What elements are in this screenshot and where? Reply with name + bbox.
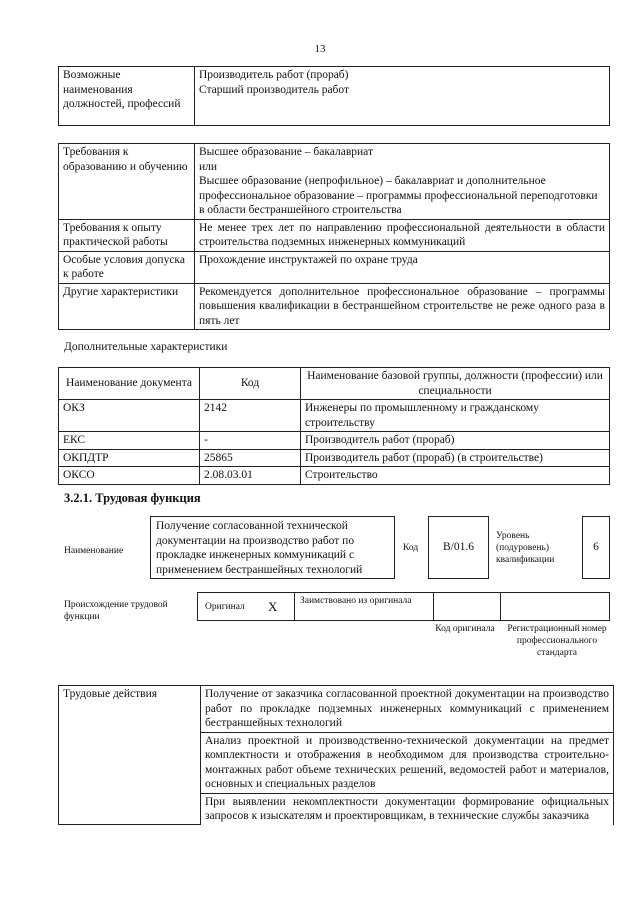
reg-number-caption: Регистрационный номер профессионального стандарта <box>507 624 607 658</box>
table-row <box>59 432 610 450</box>
additional-cell-name: Инженеры по промышленному и гражданскому строительству <box>301 400 610 432</box>
additional-cell-code: 2.08.03.01 <box>200 467 301 485</box>
name-label: Наименование <box>64 546 124 556</box>
requirement-line: Высшее образование – бакалавриат <box>199 146 373 158</box>
origin-row <box>197 592 610 621</box>
requirement-label: Другие характеристики <box>59 283 195 330</box>
additional-cell-name: Производитель работ (прораб) (в строительстве) <box>301 449 610 467</box>
positions-label: Возможные наименования должностей, профессий <box>59 67 195 126</box>
level-label: Уровень (подуровень) квалификации <box>496 531 555 565</box>
additional-header-document: Наименование документа <box>59 368 200 400</box>
page-number: 13 <box>314 43 326 55</box>
table-row <box>59 400 610 432</box>
labor-action-row <box>59 686 614 733</box>
requirement-label: Особые условия допуска к работе <box>59 251 195 283</box>
level-value: 6 <box>593 541 599 553</box>
additional-cell-document: ОКЗ <box>59 400 200 432</box>
additional-table <box>58 367 610 485</box>
original-mark: X <box>268 599 278 614</box>
requirement-label: Требования к образованию и обучению <box>59 144 195 220</box>
origin-label: Происхождение трудовой функции <box>64 600 168 622</box>
additional-cell-code: 25865 <box>200 449 301 467</box>
name-value: Получение согласованной технической документации на производство работ по прокладке инженерных коммуникаций с применением бестраншейных технологий <box>156 520 363 576</box>
additional-header-row <box>59 368 610 400</box>
additional-cell-name: Строительство <box>301 467 610 485</box>
requirement-row <box>59 251 610 283</box>
code-label: Код <box>403 543 419 553</box>
position-value: Старший производитель работ <box>199 83 350 96</box>
origin-divider <box>294 593 295 620</box>
requirement-value: Прохождение инструктажей по охране труда <box>195 251 610 283</box>
additional-cell-document: ОКПДТР <box>59 449 200 467</box>
list-item: При выявлении некомплектности документации формирование официальных запросов к изыскателям и проектировщикам, в технические службы заказчика <box>201 793 614 825</box>
list-item: Анализ проектной и производственно-технической документации на предмет комплектности и отображения в необходимом для производства строительно-монтажных работ объеме технических решений, ведомостей работ и материалов, основных и специальных разделов <box>201 732 614 793</box>
additional-title: Дополнительные характеристики <box>64 341 228 353</box>
borrowed-label: Заимствовано из оригинала <box>300 596 412 606</box>
positions-row <box>59 67 610 126</box>
table-row <box>59 467 610 485</box>
level-value-box <box>582 516 610 579</box>
list-item: Получение от заказчика согласованной проектной документации на производство работ по прокладке подземных инженерных коммуникаций с применением бестраншейных технологий <box>201 686 614 733</box>
additional-cell-name: Производитель работ (прораб) <box>301 432 610 450</box>
labor-function-heading: 3.2.1. Трудовая функция <box>64 491 201 505</box>
requirement-line: или <box>199 160 218 173</box>
positions-table <box>58 66 610 126</box>
requirement-row <box>59 219 610 251</box>
additional-header-code: Код <box>200 368 301 400</box>
origin-divider <box>500 593 501 620</box>
origin-divider <box>433 593 434 620</box>
table-row <box>59 449 610 467</box>
requirement-row <box>59 144 610 220</box>
code-original-caption: Код оригинала <box>435 624 495 634</box>
additional-header-name: Наименование базовой группы, должности (профессии) или специальности <box>301 368 610 400</box>
code-value: B/01.6 <box>443 541 474 553</box>
labor-actions-table <box>58 685 614 825</box>
additional-cell-document: ЕКС <box>59 432 200 450</box>
requirement-label: Требования к опыту практической работы <box>59 219 195 251</box>
requirement-value <box>195 144 610 220</box>
additional-cell-document: ОКСО <box>59 467 200 485</box>
positions-values <box>195 67 610 126</box>
code-value-box <box>428 516 489 579</box>
requirement-line: Высшее образование (непрофильное) – бакалавриат и дополнительное профессиональное образование – программы профессиональной переподготовки в области бестраншейного строительства <box>199 175 598 216</box>
position-value: Производитель работ (прораб) <box>199 69 349 81</box>
additional-cell-code: 2142 <box>200 400 301 432</box>
additional-cell-code: - <box>200 432 301 450</box>
requirement-value: Рекомендуется дополнительное профессиональное образование – программы повышения квалификации в бестраншейном строительстве не реже одного раза в пять лет <box>195 283 610 330</box>
labor-actions-label: Трудовые действия <box>59 686 201 825</box>
name-value-box <box>150 516 395 579</box>
original-label: Оригинал <box>205 602 245 612</box>
requirements-table <box>58 143 610 330</box>
requirement-row <box>59 283 610 330</box>
requirement-value: Не менее трех лет по направлению профессиональной деятельности в области строительства подземных инженерных коммуникаций <box>195 219 610 251</box>
